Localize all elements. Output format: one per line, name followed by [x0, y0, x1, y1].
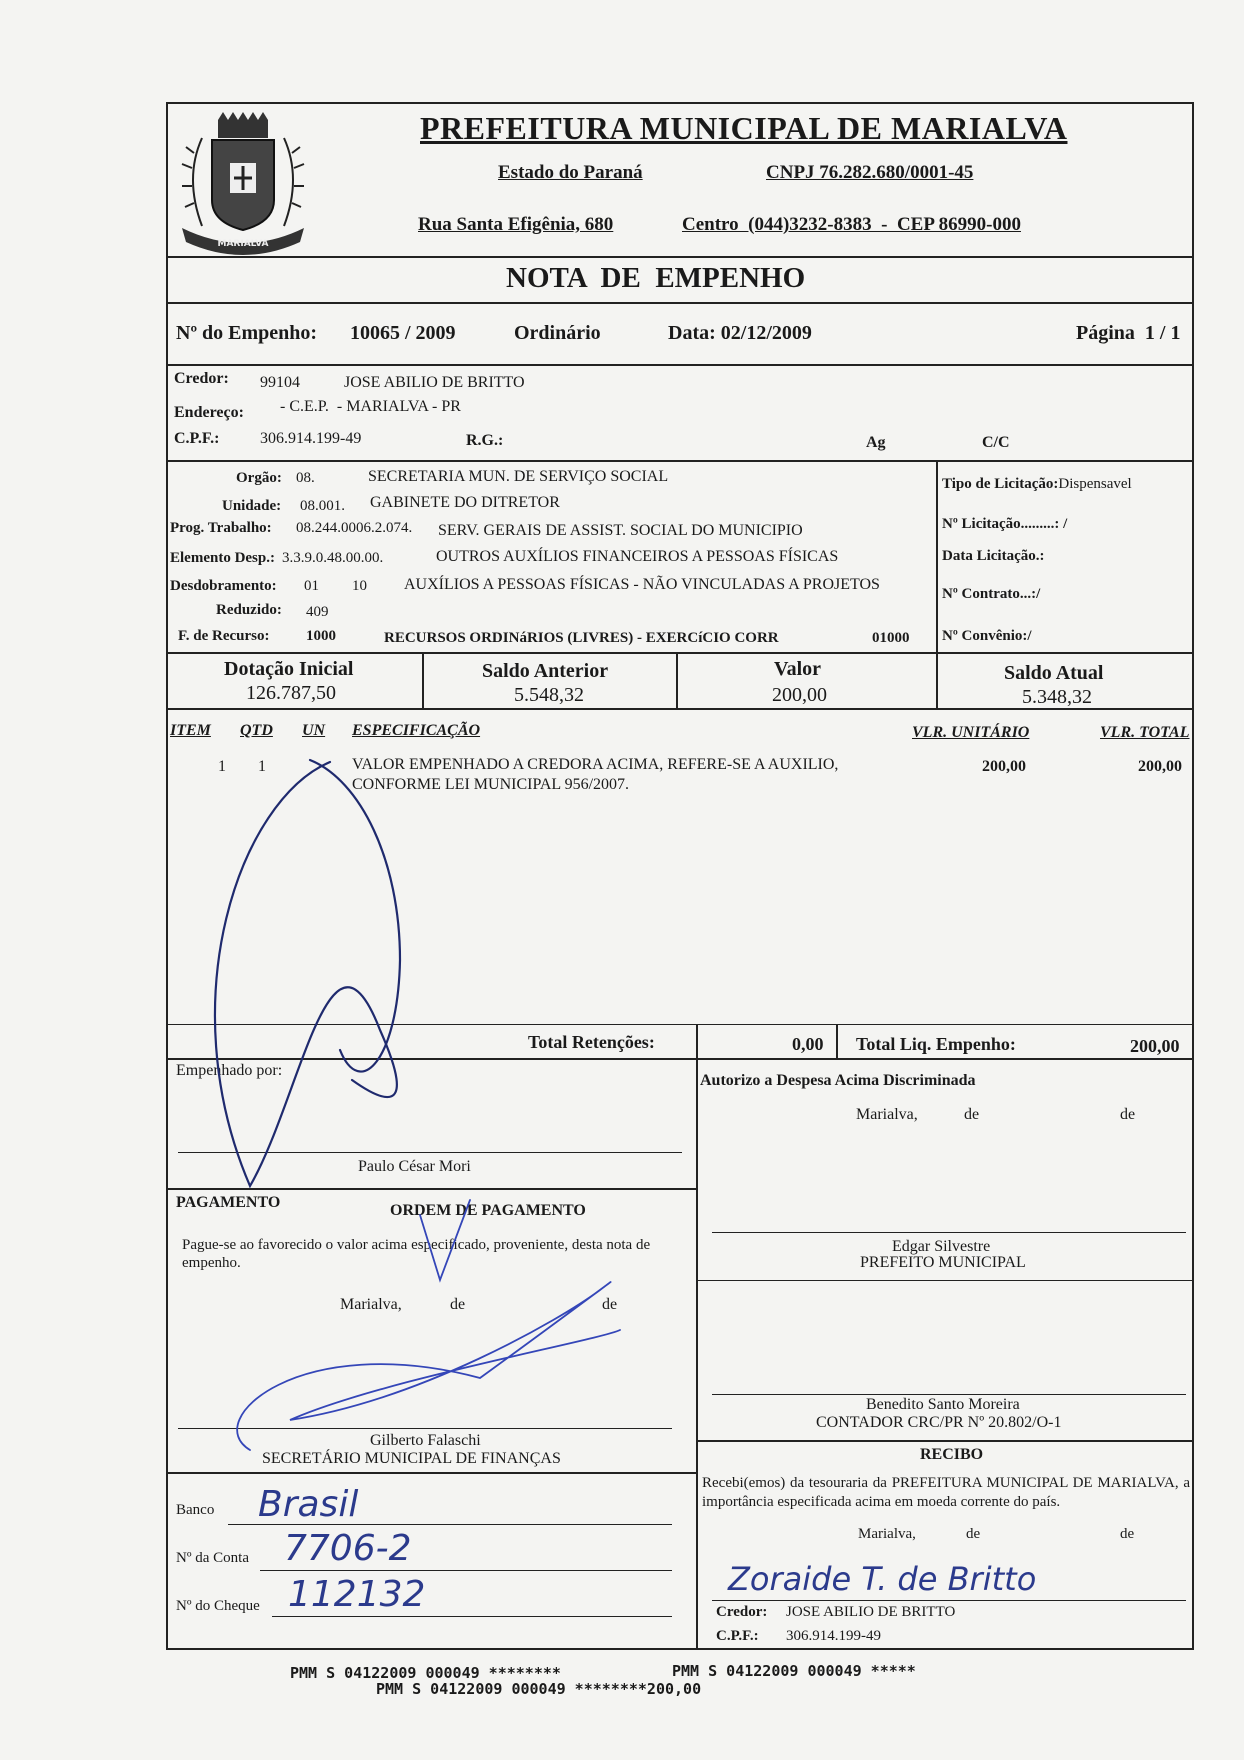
rg-label: R.G.: — [466, 432, 504, 449]
orgao-code: 08. — [296, 470, 315, 486]
cheque-value[interactable]: 112132 — [288, 1574, 426, 1615]
recurso-name: RECURSOS ORDINáRIOS (LIVRES) - EXERCíCIO CORR — [384, 630, 779, 646]
row-description-line2: CONFORME LEI MUNICIPAL 956/2007. — [352, 776, 630, 793]
row-description-line1: VALOR EMPENHADO A CREDORA ACIMA, REFERE-SE A AUXILIO, — [352, 756, 839, 773]
address-label: Endereço: — [174, 404, 244, 421]
col-header-qtd: QTD — [240, 722, 273, 739]
row-item: 1 — [218, 758, 226, 775]
autorizo-title: Autorizo a Despesa Acima Discriminada — [700, 1072, 976, 1089]
contact-info: Centro (044)3232-8383 - CEP 86990-000 — [682, 214, 1021, 235]
credor-cpf: 306.914.199-49 — [260, 430, 362, 447]
convenio-number: Nº Convênio:/ — [942, 628, 1032, 644]
cheque-label: Nº do Cheque — [176, 1598, 260, 1614]
desdobramento-sub: 10 — [352, 578, 367, 594]
banco-label: Banco — [176, 1502, 215, 1518]
signature-stroke-check — [420, 1200, 470, 1280]
saldo-atual-value: 5.348,32 — [1022, 686, 1092, 708]
recibo-title: RECIBO — [920, 1446, 984, 1463]
dotacao-inicial-label: Dotação Inicial — [224, 658, 354, 680]
pagamento-city: Marialva, — [340, 1296, 402, 1313]
retencoes-value: 0,00 — [792, 1034, 824, 1054]
autorizo-city: Marialva, — [856, 1106, 918, 1123]
autorizo-de1: de — [964, 1106, 980, 1123]
contador-title: CONTADOR CRC/PR Nº 20.802/O-1 — [816, 1414, 1062, 1431]
signature-stroke-falaschi — [237, 1282, 620, 1450]
pagamento-de1: de — [450, 1296, 466, 1313]
empenho-number: 10065 / 2009 — [350, 322, 456, 344]
saldo-atual-label: Saldo Atual — [1004, 662, 1104, 684]
row-unit-value: 200,00 — [982, 758, 1026, 775]
unidade-label: Unidade: — [222, 498, 282, 514]
saldo-anterior-value: 5.548,32 — [514, 684, 584, 706]
cashier-stamp-1: PMM S 04122009 000049 ******** — [290, 1664, 561, 1682]
credor-address: - C.E.P. - MARIALVA - PR — [280, 398, 461, 415]
cashier-stamp-3: PMM S 04122009 000049 ********200,00 — [376, 1680, 702, 1698]
contador-name: Benedito Santo Moreira — [866, 1396, 1020, 1413]
signature-stroke-right — [310, 760, 400, 1072]
elemento-code: 3.3.9.0.48.00.00. — [282, 550, 384, 566]
col-header-total: VLR. TOTAL — [1100, 724, 1190, 741]
pagamento-text: Pague-se ao favorecido o valor acima especificado, proveniente, desta nota de empenho. — [182, 1237, 651, 1271]
recibo-de2: de — [1120, 1526, 1135, 1542]
street-address: Rua Santa Efigênia, 680 — [418, 214, 614, 235]
signature-stroke-large — [215, 762, 397, 1186]
credor-code: 99104 — [260, 374, 300, 391]
empenhado-label: Empenhado por: — [176, 1062, 283, 1079]
cashier-stamp-2: PMM S 04122009 000049 ***** — [672, 1662, 916, 1680]
prefeito-name: Edgar Silvestre — [892, 1238, 991, 1255]
empenho-date: Data: 02/12/2009 — [668, 322, 812, 344]
elemento-label: Elemento Desp.: — [170, 550, 275, 566]
page-title: PREFEITURA MUNICIPAL DE MARIALVA — [420, 110, 1068, 146]
liquido-value: 200,00 — [1130, 1036, 1180, 1056]
recibo-credor-name: JOSE ABILIO DE BRITTO — [786, 1604, 956, 1620]
saldo-anterior-label: Saldo Anterior — [482, 660, 609, 682]
autorizo-de2: de — [1120, 1106, 1136, 1123]
col-header-unit: VLR. UNITÁRIO — [912, 724, 1030, 741]
crest-banner-text: MARIALVA — [217, 239, 269, 249]
empenhado-name: Paulo César Mori — [358, 1158, 471, 1175]
contrato-number: Nº Contrato...:/ — [942, 586, 1041, 602]
credor-label: Credor: — [174, 370, 229, 387]
row-total-value: 200,00 — [1138, 758, 1182, 775]
ordem-pagamento-title: ORDEM DE PAGAMENTO — [390, 1202, 586, 1219]
orgao-label: Orgão: — [236, 470, 282, 486]
desdobramento-name: AUXÍLIOS A PESSOAS FÍSICAS - NÃO VINCULADAS A PROJETOS — [404, 576, 880, 593]
credor-name: JOSE ABILIO DE BRITTO — [344, 374, 525, 391]
recibo-text: Recebi(emos) da tesouraria da PREFEITURA MUNICIPAL DE MARIALVA, a importância especificada acima em moeda corrente do país. — [702, 1475, 1190, 1510]
page-number: Página 1 / 1 — [1076, 322, 1181, 344]
unidade-name: GABINETE DO DITRETOR — [370, 494, 560, 511]
pagamento-title: PAGAMENTO — [176, 1194, 281, 1211]
prog-name: SERV. GERAIS DE ASSIST. SOCIAL DO MUNICIPIO — [438, 522, 803, 539]
ag-label: Ag — [866, 434, 886, 451]
recurso-sub: 01000 — [872, 630, 910, 646]
banco-value[interactable]: Brasil — [258, 1484, 359, 1525]
conta-value[interactable]: 7706-2 — [284, 1528, 412, 1569]
prog-code: 08.244.0006.2.074. — [296, 520, 413, 536]
recibo-cpf-label: C.P.F.: — [716, 1628, 759, 1644]
valor-label: Valor — [774, 658, 822, 680]
secretario-name: Gilberto Falaschi — [370, 1432, 481, 1449]
prefeito-title: PREFEITO MUNICIPAL — [860, 1254, 1026, 1271]
credor-signature: Zoraide T. de Britto — [728, 1560, 1037, 1598]
recibo-de1: de — [966, 1526, 981, 1542]
retencoes-label: Total Retenções: — [528, 1032, 655, 1052]
document-title: NOTA DE EMPENHO — [506, 262, 806, 294]
valor-value: 200,00 — [772, 684, 827, 706]
unidade-code: 08.001. — [300, 498, 345, 514]
dotacao-inicial-value: 126.787,50 — [246, 682, 336, 704]
prog-label: Prog. Trabalho: — [170, 520, 272, 536]
recibo-credor-label: Credor: — [716, 1604, 768, 1620]
elemento-name: OUTROS AUXÍLIOS FINANCEIROS A PESSOAS FÍSICAS — [436, 548, 839, 565]
col-header-un: UN — [302, 722, 326, 739]
desdobramento-label: Desdobramento: — [170, 578, 277, 594]
cpf-label: C.P.F.: — [174, 430, 220, 447]
conta-label: Nº da Conta — [176, 1550, 249, 1566]
state-name: Estado do Paraná — [498, 162, 643, 183]
cc-label: C/C — [982, 434, 1010, 451]
liquido-label: Total Liq. Empenho: — [856, 1034, 1016, 1054]
row-qtd: 1 — [258, 758, 266, 775]
recurso-code: 1000 — [306, 628, 336, 644]
empenho-type: Ordinário — [514, 322, 601, 344]
recibo-city: Marialva, — [858, 1526, 916, 1542]
col-header-espec: ESPECIFICAÇÃO — [352, 722, 481, 739]
licitacao-date: Data Licitação.: — [942, 548, 1045, 564]
orgao-name: SECRETARIA MUN. DE SERVIÇO SOCIAL — [368, 468, 669, 485]
desdobramento-code: 01 — [304, 578, 319, 594]
recibo-cpf: 306.914.199-49 — [786, 1628, 881, 1644]
empenho-number-label: Nº do Empenho: — [176, 322, 318, 344]
reduzido-label: Reduzido: — [216, 602, 282, 618]
licitacao-type-value: Dispensavel — [1058, 476, 1132, 492]
recurso-label: F. de Recurso: — [178, 628, 270, 644]
secretario-title: SECRETÁRIO MUNICIPAL DE FINANÇAS — [262, 1450, 561, 1467]
col-header-item: ITEM — [170, 722, 211, 739]
licitacao-type-label: Tipo de Licitação: — [942, 476, 1059, 492]
reduzido-value: 409 — [306, 604, 329, 620]
cnpj: CNPJ 76.282.680/0001-45 — [766, 162, 974, 183]
licitacao-number: Nº Licitação.........: / — [942, 516, 1068, 532]
pagamento-de2: de — [602, 1296, 618, 1313]
